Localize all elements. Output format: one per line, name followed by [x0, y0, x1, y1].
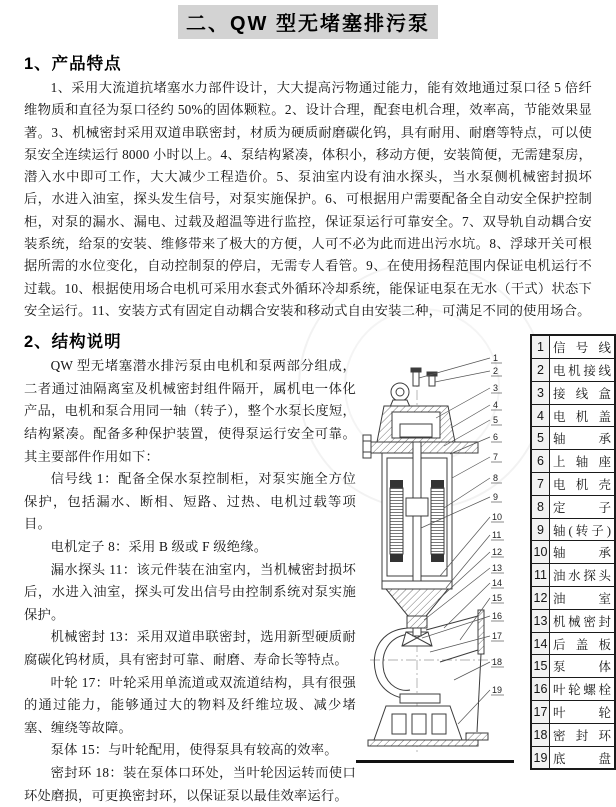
diagram-callout: 6 [493, 432, 499, 443]
part-number-cell: 8 [531, 495, 550, 518]
diagram-callout: 3 [493, 383, 499, 394]
mechanical-seal [407, 616, 427, 628]
part-name-cell: 接线盒 [550, 381, 616, 404]
base-plate [368, 740, 478, 746]
diagram-callout: 7 [493, 452, 499, 463]
part-name-cell: 叶轮 [550, 701, 616, 724]
diagram-callout: 10 [492, 512, 503, 523]
part-number-cell: 3 [531, 381, 550, 404]
pump-cross-section-drawing [356, 328, 530, 778]
part-number-cell: 10 [531, 541, 550, 564]
guide-claw [363, 435, 371, 458]
discharge-flange [478, 610, 484, 654]
diagram-callout: 5 [493, 415, 499, 426]
table-row [531, 564, 615, 587]
seal-ring [400, 694, 440, 703]
table-row [531, 450, 615, 473]
part-number-cell: 5 [531, 427, 550, 450]
table-row [531, 335, 615, 358]
part-name-cell: 后盖板 [550, 632, 616, 655]
section1-heading: 1、产品特点 [24, 55, 122, 73]
diagram-callout: 12 [492, 547, 503, 558]
table-row [531, 746, 615, 769]
table-row [531, 655, 615, 678]
part-name-cell: 电机壳 [550, 473, 616, 496]
part-name-cell: 轴(转子) [550, 518, 616, 541]
stator-winding [390, 488, 403, 554]
section2-paragraph: 泵体 15：与叶轮配用，使得泵具有较高的效率。 [50, 742, 338, 758]
section2-paragraph: 机械密封 13：采用双道串联密封，选用新型硬质耐腐碳化钨材质，具有密封可靠、耐磨、寿命长等特点。 [24, 629, 356, 667]
section2-paragraph: 信号线 1：配备全保水泵控制柜，对泵实施全方位保护，包括漏水、断相、短路、过热、电机过载等项目。 [24, 471, 356, 532]
oil-chamber [386, 589, 448, 616]
part-name-cell: 电机盖 [550, 404, 616, 427]
part-number-cell: 14 [531, 632, 550, 655]
table-row [531, 541, 615, 564]
table-row [531, 609, 615, 632]
part-number-cell: 16 [531, 678, 550, 701]
part-name-cell: 电机接线 [550, 359, 616, 382]
part-name-cell: 机械密封 [550, 609, 616, 632]
impeller-bolt [413, 628, 421, 636]
table-row [531, 632, 615, 655]
section2-paragraph: 漏水探头 11：该元件装在油室内，当机械密封损坏后，水进入油室，探头可发出信号由控制系统对泵实施保护。 [24, 561, 356, 622]
section2-paragraph: 密封环 18：装在泵体口环处，当叶轮因运转而使口环处磨损，可更换密封环，以保证泵以最佳效率运行。 [24, 764, 356, 803]
parts-table [530, 334, 616, 770]
table-row [531, 404, 615, 427]
part-name-cell: 轴承 [550, 541, 616, 564]
part-name-cell: 定子 [550, 495, 616, 518]
pump-body-outline [363, 368, 488, 746]
ground-line [356, 760, 514, 763]
diagram-callout: 11 [492, 530, 502, 541]
part-number-cell: 4 [531, 404, 550, 427]
table-row [531, 473, 615, 496]
part-name-cell: 上轴座 [550, 450, 616, 473]
part-number-cell: 2 [531, 359, 550, 382]
table-row [531, 495, 615, 518]
flange-foot [466, 733, 488, 740]
diagram-callout: 14 [492, 578, 503, 589]
part-name-cell: 油水探头 [550, 564, 616, 587]
page-title: 二、QW 型无堵塞排污泵 [178, 5, 438, 39]
diagram-callout: 16 [492, 611, 503, 622]
diagram-callout: 17 [492, 631, 503, 642]
pump-diagram [356, 328, 530, 807]
diagram-callout: 15 [492, 593, 503, 604]
part-number-cell: 1 [531, 335, 550, 358]
table-row [531, 678, 615, 701]
part-number-cell: 18 [531, 723, 550, 746]
stator-winding [431, 488, 444, 554]
diagram-callout: 2 [493, 366, 499, 377]
part-number-cell: 19 [531, 746, 550, 769]
part-name-cell: 密封环 [550, 723, 616, 746]
part-name-cell: 信号线 [550, 335, 616, 358]
table-row [531, 359, 615, 382]
table-row [531, 587, 615, 610]
diagram-callout: 18 [492, 657, 503, 668]
diagram-callout: 9 [493, 492, 499, 503]
section2-paragraph: 电机定子 8：采用 B 级或 F 级绝缘。 [50, 539, 268, 555]
section2-paragraph: 叶轮 17：叶轮采用单流道或双流道结构，具有很强的通过能力，能够通过大的物料及纤维垃圾、减少堵塞、缠绕等故障。 [24, 674, 356, 735]
table-row [531, 518, 615, 541]
callout-numbers [492, 353, 502, 695]
part-number-cell: 17 [531, 701, 550, 724]
diagram-callout: 13 [492, 563, 503, 574]
diagram-callout: 4 [493, 400, 499, 411]
part-name-cell: 叶轮螺栓 [550, 678, 616, 701]
table-row [531, 381, 615, 404]
table-row [531, 723, 615, 746]
part-number-cell: 15 [531, 655, 550, 678]
oil-chamber-cover [382, 581, 452, 589]
upper-flange [370, 442, 478, 453]
table-row [531, 701, 615, 724]
part-name-cell: 底盘 [550, 746, 616, 769]
part-number-cell: 6 [531, 450, 550, 473]
diagram-callout: 8 [493, 473, 499, 484]
section2-layout [24, 328, 616, 807]
part-number-cell: 9 [531, 518, 550, 541]
section2-text-column [24, 328, 356, 807]
title-bar [0, 5, 616, 39]
table-row [531, 427, 615, 450]
part-number-cell: 7 [531, 473, 550, 496]
part-number-cell: 11 [531, 564, 550, 587]
section1-paragraph: 1、采用大流道抗堵塞水力部件设计，大大提高污物通过能力，能有效地通过泵口径 5 倍纤维物质和直径为泵口径约 50%的固体颗粒。2、设计合理，配套电机合理，效率高，节能效果显著。3、机械密封采用双道串联密封，材质为硬质耐磨碳化钨，具有耐用、耐磨等特点，可以使泵安全连续运行 8000 小时以上。4、泵结构紧凑，体积小，移动方便，安装简便，无需建泵房，潜入水中即可工作，大大减少工程造价。5、泵油室内设有油水探头，当水泵侧机械密封损坏后，水进入油室，探头发生信号，对泵实施保护。6、可根据用户需要配备全自动安全保护控制柜，对泵的漏水、漏电、过载及超温等进行监控，保证泵运行可靠安全。7、双导轨自动耦合安装系统，给泵的安装、维修带来了极大的方便，人可不必为此而进出污水坑。8、浮球开关可根据所需的水位变化，自动控制泵的停启，无需专人看管。9、在使用扬程范围内保证电机运行不过载。10、根据使用场合电机可采用水套式外循环冷却系统，能保证电泵在无水（干式）状态下安全运行。11、安装方式有固定自动耦合安装和移动式自由安装二种，可满足不同的使用场合。 [24, 80, 592, 318]
section2-heading: 2、结构说明 [24, 333, 122, 352]
section2-paragraph: QW 型无堵塞潜水排污泵由电机和泵两部分组成，二者通过油隔离室及机械密封组件隔开，属机电一体化产品，电机和泵合用同一轴（转子），整个水泵长度短，结构紧凑。配备多种保护装置，使得泵运行安全可靠。其主要部件作用如下： [24, 358, 356, 464]
diagram-callout: 1 [493, 353, 499, 364]
part-number-cell: 12 [531, 587, 550, 610]
part-name-cell: 油室 [550, 587, 616, 610]
part-name-cell: 泵体 [550, 655, 616, 678]
part-number-cell: 13 [531, 609, 550, 632]
diagram-callout: 19 [492, 685, 503, 696]
part-name-cell: 轴承 [550, 427, 616, 450]
